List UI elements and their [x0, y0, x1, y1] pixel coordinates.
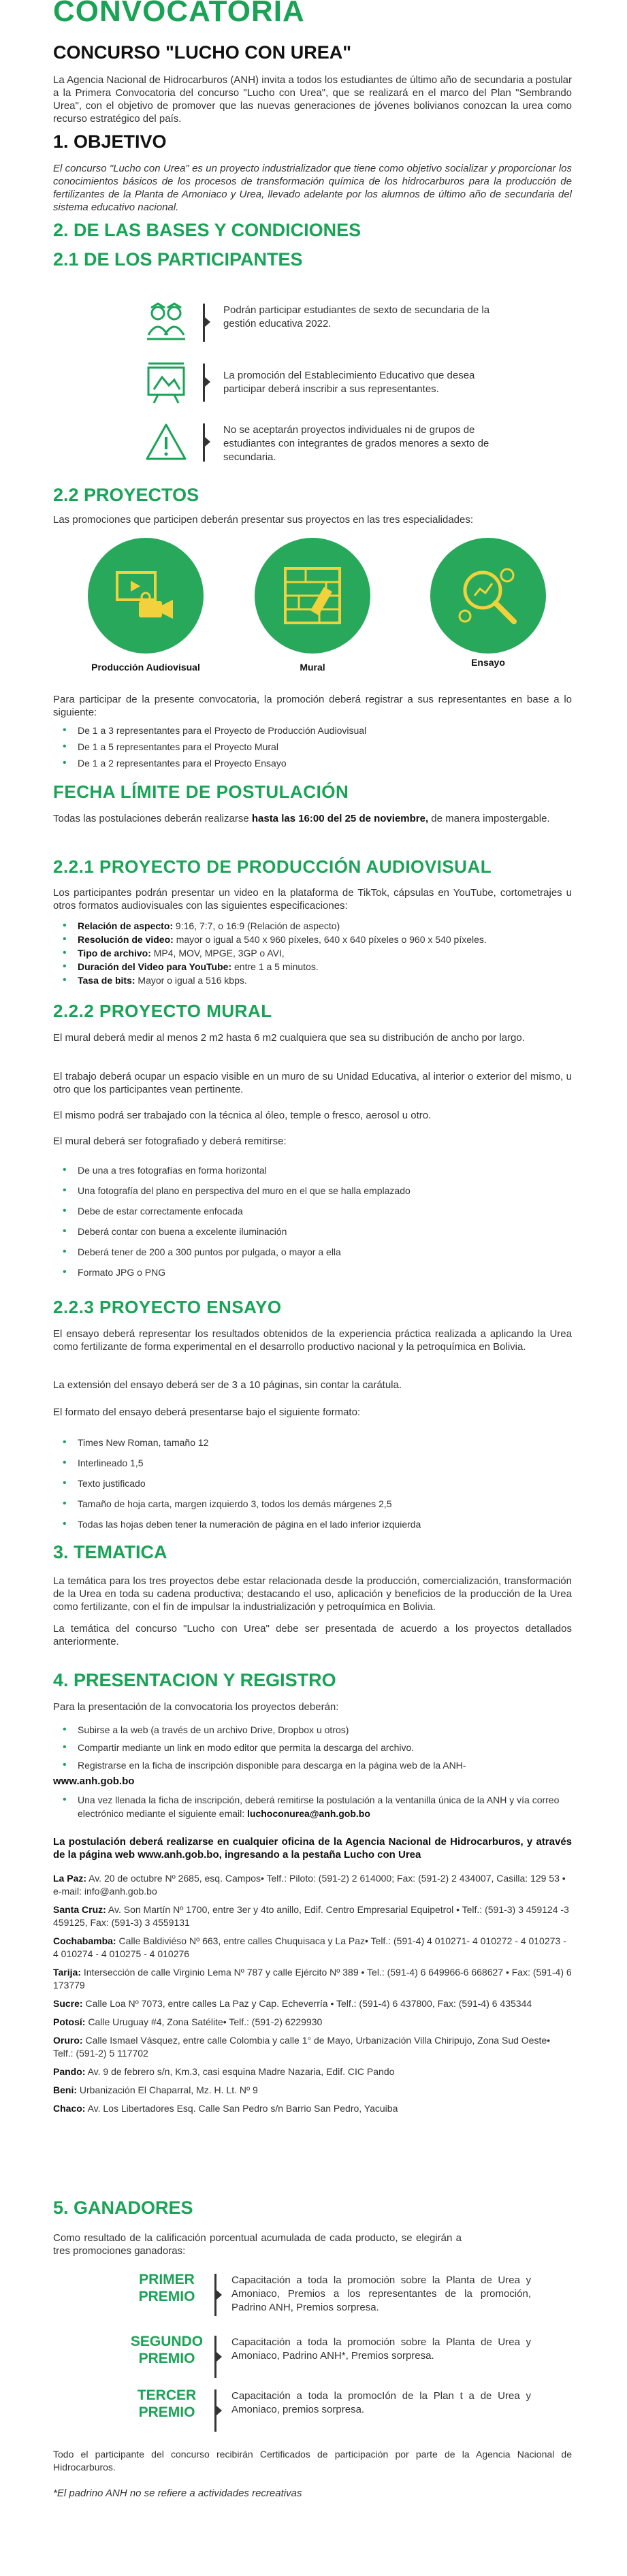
office-potosi: [53, 2016, 572, 2029]
ensayo-heading: 2.2.3 PROYECTO ENSAYO: [53, 1297, 282, 1317]
office-address: Calle Ismael Vásquez, entre calle Colombia y calle 1° de Mayo, Urbanización Villa Chiripujo, Zona Sud Oeste• Telf.: (591-2) 5 117702: [53, 2035, 551, 2059]
office-address: Calle Uruguay #4, Zona Satélite• Telf.: (591-2) 6229930: [85, 2016, 323, 2027]
list-item: [53, 933, 598, 946]
registro-intro: Para la presentación de la convocatoria los proyectos deberán:: [53, 1701, 339, 1713]
list-item: • Interlineado 1,5: [53, 1453, 572, 1473]
segundo-premio-label: [129, 2333, 204, 2367]
segundo-premio-desc: Capacitación a toda la promoción sobre la Planta de Urea y Amoniaco, Padrino ANH*, Premios sorpresa.: [231, 2336, 531, 2362]
list-item: • Todas las hojas deben tener la numeración de página en el lado inferior izquierda: [53, 1514, 572, 1534]
registro-bold-note: La postulación deberá realizarse en cualquier oficina de la Agencia Nacional de Hidrocarburos, y através de la página web www.anh.gob.bo, ingresando a la pestaña Lucho con Urea: [53, 1836, 572, 1861]
spec-value: MP4, MOV, MPGE, 3GP o AVI,: [150, 948, 285, 959]
list-item: • Times New Roman, tamaño 12: [53, 1432, 572, 1453]
spec-label: Resolución de video:: [78, 934, 174, 945]
mural-circle: [255, 538, 370, 654]
offices-list: [53, 1872, 572, 2115]
tercer-premio: [129, 2387, 538, 2441]
tematica-heading: 3. TEMATICA: [53, 1542, 167, 1562]
students-icon: [144, 301, 188, 344]
spec-value: Mayor o igual a 516 kbps.: [135, 975, 247, 986]
list-item: [53, 919, 598, 933]
spec-value: 9:16, 7:7, o 16:9 (Relación de aspecto): [173, 920, 340, 931]
objetivo-heading: 1. OBJETIVO: [53, 131, 167, 152]
premio-label-line2: PREMIO: [138, 2289, 195, 2304]
spec-value: entre 1 a 5 minutos.: [231, 961, 319, 972]
participant-rule-3-text: No se aceptarán proyectos individuales ni de grupos de estudiantes con integrantes de grados menores a sexto de secundaria.: [223, 424, 489, 463]
ensayo-p2: La extensión del ensayo deberá ser de 3 a 10 páginas, sin contar la carátula.: [53, 1379, 402, 1391]
office-city: Sucre:: [53, 1998, 83, 2009]
especialidad-ensayo-label: Ensayo: [471, 657, 505, 668]
list-item: • Compartir mediante un link en modo editor que permita la descarga del archivo.: [53, 1739, 572, 1756]
registro-heading: 4. PRESENTACION Y REGISTRO: [53, 1670, 336, 1690]
list-item: [53, 960, 598, 973]
email-link[interactable]: luchoconurea@anh.gob.bo: [247, 1808, 370, 1819]
representantes-list: [53, 722, 572, 771]
fecha-heading: FECHA LÍMITE DE POSTULACIÓN: [53, 782, 349, 802]
page-title: CONVOCATORIA: [53, 0, 305, 28]
office-la-paz: [53, 1872, 572, 1898]
mural-requirements: [53, 1160, 572, 1283]
primer-premio: [129, 2271, 538, 2325]
participant-rule-1-text: Podrán participar estudiantes de sexto de secundaria de la gestión educativa 2022.: [223, 304, 490, 329]
premio-label-line2: PREMIO: [138, 2351, 195, 2366]
registro-steps-continued: [53, 1793, 572, 1820]
fecha-text: [53, 812, 572, 825]
audiovisual-intro: Los participantes podrán presentar un video en la plataforma de TikTok, cápsulas en YouTube, cortometrajes u otros formatos audiovisuales con las siguientes especificaciones:: [53, 887, 572, 912]
office-city: Oruro:: [53, 2035, 83, 2046]
premio-label-line1: SEGUNDO: [130, 2334, 204, 2349]
office-beni: [53, 2084, 572, 2097]
especialidad-mural-label: Mural: [300, 662, 325, 673]
page-subtitle: CONCURSO "LUCHO CON UREA": [53, 42, 352, 63]
registro-steps: [53, 1721, 572, 1774]
office-address: Urbanización El Chaparral, Mz. H. Lt. Nº 9: [77, 2084, 258, 2095]
list-item: • De una a tres fotografías en forma horizontal: [53, 1160, 572, 1180]
office-chaco: [53, 2102, 572, 2115]
ensayo-format-list: [53, 1432, 572, 1534]
premio-label-line2: PREMIO: [138, 2404, 195, 2420]
list-item: • De 1 a 5 representantes para el Proyecto Mural: [53, 739, 572, 755]
bases-heading: 2. DE LAS BASES Y CONDICIONES: [53, 220, 361, 240]
video-camera-icon: [112, 562, 180, 630]
ganadores-closing: Todo el participante del concurso recibirán Certificados de participación por parte de la Agencia Nacional de Hidrocarburos.: [53, 2449, 572, 2473]
tercer-premio-label: [129, 2387, 204, 2421]
participant-rule-2: [136, 359, 517, 407]
proyectos-heading: 2.2 PROYECTOS: [53, 485, 199, 505]
especialidad-audiovisual-label: Producción Audiovisual: [91, 662, 200, 673]
warning-icon: [144, 421, 188, 464]
mural-p3: El mismo podrá ser trabajado con la técnica al óleo, temple o fresco, aerosol u otro.: [53, 1110, 432, 1121]
ensayo-p1: El ensayo deberá representar los resultados obtenidos de la experiencia práctica realizada a aplicando la Urea como fertilizante de forma experimental en el desarrollo productivo nacional y la petroquímica en Bolivia.: [53, 1328, 572, 1353]
primer-premio-label: [129, 2271, 204, 2305]
list-item: • Formato JPG o PNG: [53, 1262, 572, 1283]
audiovisual-specs: [53, 919, 598, 987]
anh-website-link[interactable]: www.anh.gob.bo: [53, 1775, 135, 1787]
ensayo-p3: El formato del ensayo deberá presentarse bajo el siguiente formato:: [53, 1406, 361, 1418]
list-item: • Registrarse en la ficha de inscripción disponible para descarga en la página web de la ANH-: [53, 1756, 572, 1774]
office-tarija: [53, 1966, 572, 1992]
office-city: Tarija:: [53, 1967, 81, 1978]
list-item: • De 1 a 2 representantes para el Proyecto Ensayo: [53, 755, 572, 771]
spec-value: mayor o igual a 540 x 960 píxeles, 640 x 640 píxeles o 960 x 540 píxeles.: [173, 934, 487, 945]
office-address: Calle Baldiviéso Nº 663, entre calles Chuquisaca y La Paz• Telf.: (591-4) 4 010271- 4 010272 - 4 010273 - 4 010274 - 4 010275 - 4 010276: [53, 1935, 566, 1959]
office-city: Santa Cruz:: [53, 1904, 106, 1915]
ensayo-circle: [430, 538, 546, 654]
list-item: • Una fotografía del plano en perspectiva del muro en el que se halla emplazado: [53, 1180, 572, 1201]
list-item: • Deberá tener de 200 a 300 puntos por pulgada, o mayor a ella: [53, 1242, 572, 1262]
spec-label: Relación de aspecto:: [78, 920, 174, 931]
list-item: • Debe de estar correctamente enfocada: [53, 1201, 572, 1221]
office-oruro: [53, 2034, 572, 2060]
list-item: • Tamaño de hoja carta, margen izquierdo 3, todos los demás márgenes 2,5: [53, 1494, 572, 1514]
tematica-p2: La temática del concurso "Lucho con Urea" debe ser presentada de acuerdo a los proyectos detallados anteriormente.: [53, 1623, 572, 1647]
fecha-text-post: de manera impostergable.: [428, 813, 550, 824]
participant-rule-1: [136, 300, 517, 347]
spec-label: Tasa de bits:: [78, 975, 135, 986]
mural-p1: El mural deberá medir al menos 2 m2 hasta 6 m2 cualquiera que sea su distribución de ancho por largo.: [53, 1032, 525, 1044]
list-item: [53, 1793, 572, 1820]
list-item: [53, 946, 598, 960]
blueprint-icon: [144, 361, 188, 404]
office-sucre: [53, 1997, 572, 2010]
list-item: • Texto justificado: [53, 1473, 572, 1494]
office-address: Av. 20 de octubre Nº 2685, esq. Campos• Telf.: Piloto: (591-2) 2 614000; Fax: (591-2) 2 434007, Casilla: 129 53 • e-mail: info@anh.gob.bo: [53, 1873, 566, 1897]
office-address: Calle Loa Nº 7073, entre calles La Paz y Cap. Echeverría • Telf.: (591-4) 6 437800, Fax: (591-4) 6 435344: [82, 1998, 532, 2009]
tematica-p1: La temática para los tres proyectos debe estar relacionada desde la producción, comercialización, transformación de la Urea en toda su cadena productiva; destacando el uso, aplicación y beneficios de la producción de la Urea como fertilizante, con el fin de impulsar la industrialización y petroquímica en Bolivia.: [53, 1575, 572, 1613]
participantes-heading: 2.1 DE LOS PARTICIPANTES: [53, 249, 303, 270]
office-address: Av. Los Libertadores Esq. Calle San Pedro s/n Barrio San Pedro, Yacuiba: [85, 2103, 398, 2114]
magnifier-chart-icon: [454, 562, 522, 630]
premio-label-line1: PRIMER: [139, 2272, 195, 2287]
spec-label: Duración del Video para YouTube:: [78, 961, 232, 972]
list-item: • Deberá contar con buena a excelente iluminación: [53, 1221, 572, 1242]
participant-rule-2-text: La promoción del Establecimiento Educativo que desea participar deberá inscribir a sus representantes.: [223, 370, 475, 395]
proyectos-intro: Las promociones que participen deberán presentar sus proyectos en las tres especialidades:: [53, 514, 474, 526]
padrino-footnote: *El padrino ANH no se refiere a actividades recreativas: [53, 2488, 302, 2499]
office-city: Potosí:: [53, 2016, 86, 2027]
office-city: Chaco:: [53, 2103, 86, 2114]
mural-p4: El mural deberá ser fotografiado y deberá remitirse:: [53, 1136, 287, 1147]
intro-paragraph: La Agencia Nacional de Hidrocarburos (ANH) invita a todos los estudiantes de último año de secundaria a postular a la Primera Convocatoria del concurso "Lucho con Urea", que se realizará en el marco del Plan "Sembrando Urea", con el objetivo de promover que las nuevas generaciones de jóvenes bolivianos conozcan la urea como recurso estratégico del país.: [53, 74, 572, 125]
office-city: Pando:: [53, 2066, 86, 2077]
office-santa-cruz: [53, 1903, 572, 1929]
primer-premio-desc: Capacitación a toda la promoción sobre la Planta de Urea y Amoniaco, Premios a los representantes de la promoción, Padrino ANH, Premios sorpresa.: [231, 2274, 531, 2313]
list-item: [53, 973, 598, 987]
list-item: • Subirse a la web (a través de un archivo Drive, Dropbox u otros): [53, 1721, 572, 1739]
fecha-text-pre: Todas las postulaciones deberán realizarse: [53, 813, 252, 824]
mural-p2: El trabajo deberá ocupar un espacio visible en un muro de su Unidad Educativa, al interior o exterior del mismo, u otro que los participantes vean pertinente.: [53, 1071, 572, 1095]
office-city: La Paz:: [53, 1873, 87, 1884]
audiovisual-heading: 2.2.1 PROYECTO DE PRODUCCIÓN AUDIOVISUAL: [53, 856, 492, 877]
office-address: Av. Son Martín Nº 1700, entre 3er y 4to anillo, Edif. Centro Empresarial Equipetrol • Telf.: (591-3) 3 459124 -3 459125, Fax: (591-3) 3 4559131: [53, 1904, 569, 1928]
representantes-intro: Para participar de la presente convocatoria, la promoción deberá registrar a sus representantes en base a lo siguiente:: [53, 694, 572, 718]
office-city: Cochabamba:: [53, 1935, 116, 1946]
office-address: Av. 9 de febrero s/n, Km.3, casi esquina Madre Nazaria, Edif. CIC Pando: [85, 2066, 395, 2077]
ganadores-heading: 5. GANADORES: [53, 2197, 193, 2218]
audiovisual-circle: [88, 538, 204, 654]
objetivo-text: El concurso "Lucho con Urea" es un proyecto industrializador que tiene como objetivo socializar y proporcionar los conocimientos básicos de los procesos de transformación química de los hidrocarburos para la producción de fertilizantes de la Planta de Amoniaco y Urea, llevado adelante por los alumnos de último año de secundaria del sistema educativo nacional.: [53, 163, 572, 213]
mural-heading: 2.2.2 PROYECTO MURAL: [53, 1001, 272, 1021]
office-cochabamba: [53, 1935, 572, 1961]
registro-item4-text: Una vez llenada la ficha de inscripción, deberá remitirse la postulación a la ventanilla única de la ANH y vía correo electrónico mediante el siguiente email:: [78, 1794, 560, 1819]
fecha-deadline: hasta las 16:00 del 25 de noviembre,: [251, 813, 429, 824]
office-city: Beni:: [53, 2084, 77, 2095]
segundo-premio: [129, 2333, 538, 2387]
list-item: • De 1 a 3 representantes para el Proyecto de Producción Audiovisual: [53, 722, 572, 739]
office-address: Intersección de calle Virginio Lema Nº 787 y calle Ejército Nº 389 • Tel.: (591-4) 6 649966-6 668627 • Fax: (591-4) 6 173779: [53, 1967, 572, 1991]
participant-rule-3: [136, 419, 517, 467]
wall-brush-icon: [278, 562, 347, 630]
spec-label: Tipo de archivo:: [78, 948, 151, 959]
office-pando: [53, 2065, 572, 2078]
tercer-premio-desc: Capacitación a toda la promocIón de la Plan t a de Urea y Amoniaco, premios sorpresa.: [231, 2390, 531, 2415]
premio-label-line1: TERCER: [137, 2387, 197, 2403]
ganadores-intro: Como resultado de la calificación porcentual acumulada de cada producto, se elegirán a tres promociones ganadoras:: [53, 2232, 462, 2257]
